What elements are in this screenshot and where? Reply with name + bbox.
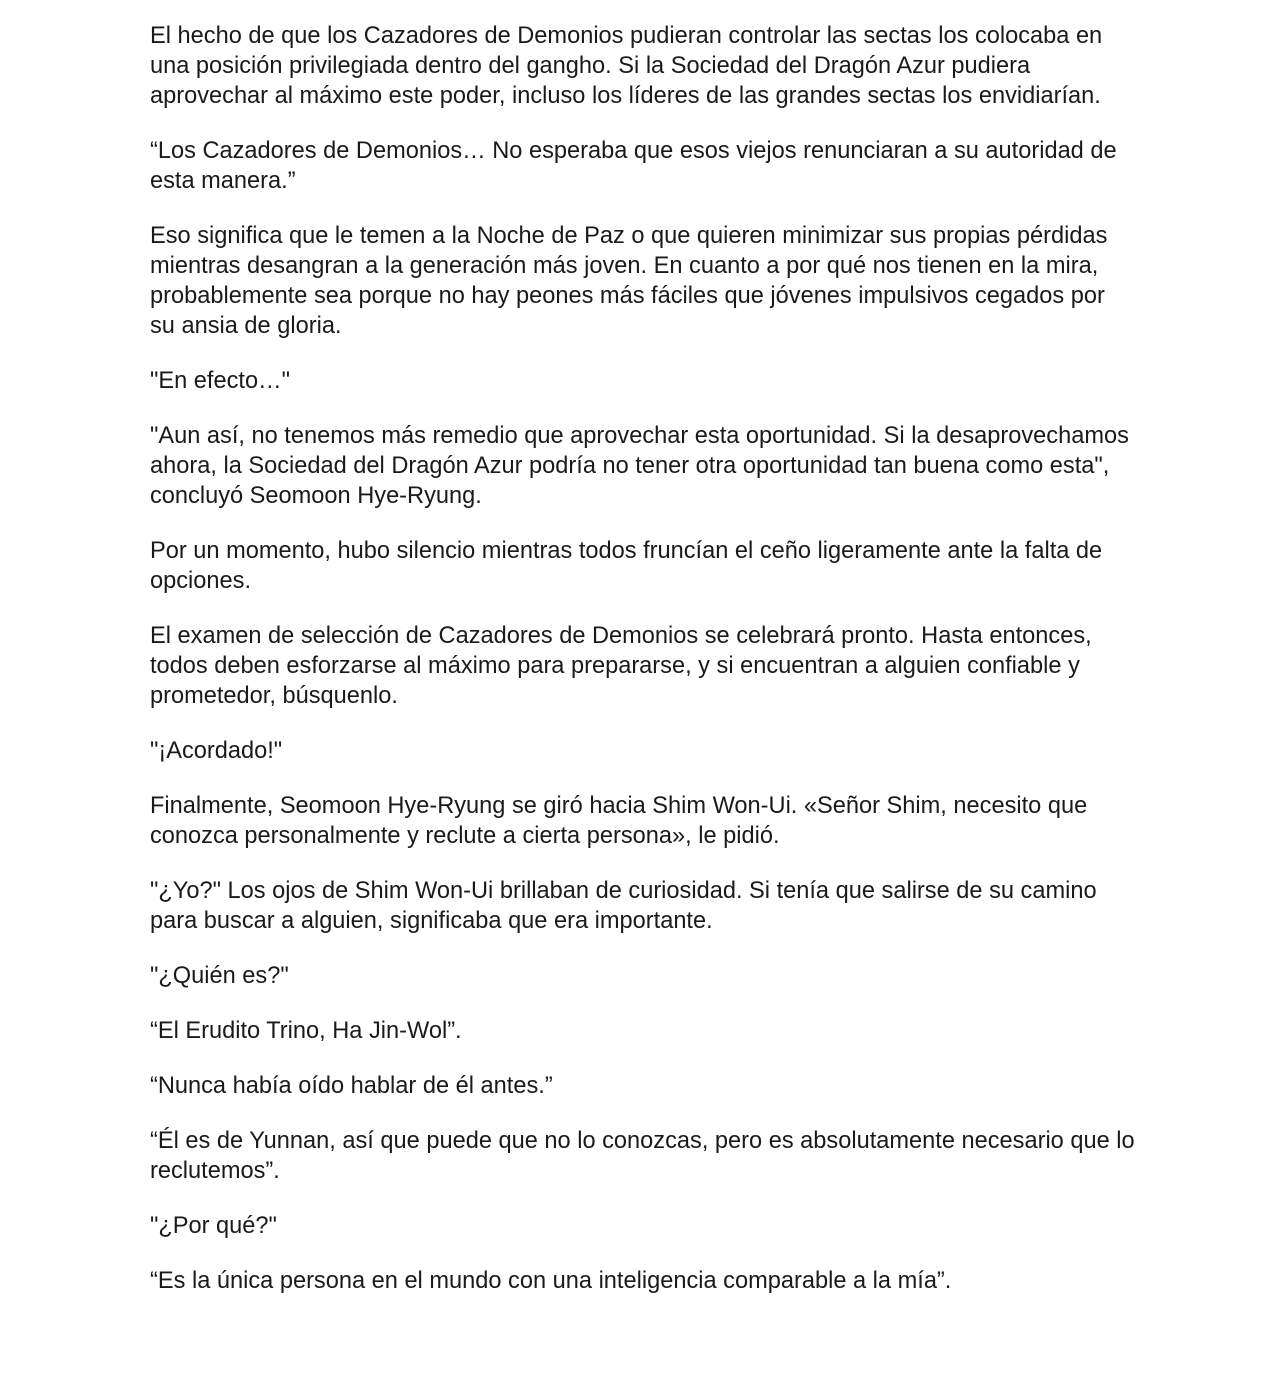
paragraph: "¡Acordado!"	[150, 738, 283, 764]
paragraph: Finalmente, Seomoon Hye-Ryung se giró hacia Shim Won-Ui. «Señor Shim, necesito que conozca personalmente y reclute a cierta persona», le pidió.	[150, 793, 1088, 849]
paragraph: Eso significa que le temen a la Noche de Paz o que quieren minimizar sus propias pérdidas mientras desangran a la generación más joven. En cuanto a por qué nos tienen en la mira, probablemente sea porque no hay peones más fáciles que jóvenes impulsivos cegados por su ansia de gloria.	[150, 223, 1108, 339]
paragraph: "¿Por qué?"	[150, 1213, 277, 1239]
paragraph: “El Erudito Trino, Ha Jin-Wol”.	[150, 1018, 462, 1044]
paragraph: “Él es de Yunnan, así que puede que no lo conozcas, pero es absolutamente necesario que lo reclutemos”.	[150, 1128, 1135, 1184]
paragraph: "¿Yo?" Los ojos de Shim Won-Ui brillaban de curiosidad. Si tenía que salirse de su camino para buscar a alguien, significaba que era importante.	[150, 878, 1097, 934]
paragraph: "Aun así, no tenemos más remedio que aprovechar esta oportunidad. Si la desaprovechamos ahora, la Sociedad del Dragón Azur podría no tener otra oportunidad tan buena como esta", concluyó Seomoon Hye-Ryung.	[150, 423, 1129, 509]
paragraph: “Nunca había oído hablar de él antes.”	[150, 1073, 553, 1099]
paragraph: Por un momento, hubo silencio mientras todos fruncían el ceño ligeramente ante la falta de opciones.	[150, 538, 1103, 594]
paragraph: El examen de selección de Cazadores de Demonios se celebrará pronto. Hasta entonces, todos deben esforzarse al máximo para prepararse, y si encuentran a alguien confiable y prometedor, búsquenlo.	[150, 623, 1092, 709]
paragraph: “Es la única persona en el mundo con una inteligencia comparable a la mía”.	[150, 1268, 952, 1294]
paragraph: “Los Cazadores de Demonios… No esperaba que esos viejos renunciaran a su autoridad de esta manera.”	[150, 138, 1117, 194]
paragraph: "En efecto…"	[150, 368, 291, 394]
paragraph: El hecho de que los Cazadores de Demonios pudieran controlar las sectas los colocaba en una posición privilegiada dentro del gangho. Si la Sociedad del Dragón Azur pudiera aprovechar al máximo este poder, incluso los líderes de las grandes sectas los envidiarían.	[150, 23, 1103, 109]
document-page	[150, 21, 1135, 1321]
paragraph: "¿Quién es?"	[150, 963, 289, 989]
